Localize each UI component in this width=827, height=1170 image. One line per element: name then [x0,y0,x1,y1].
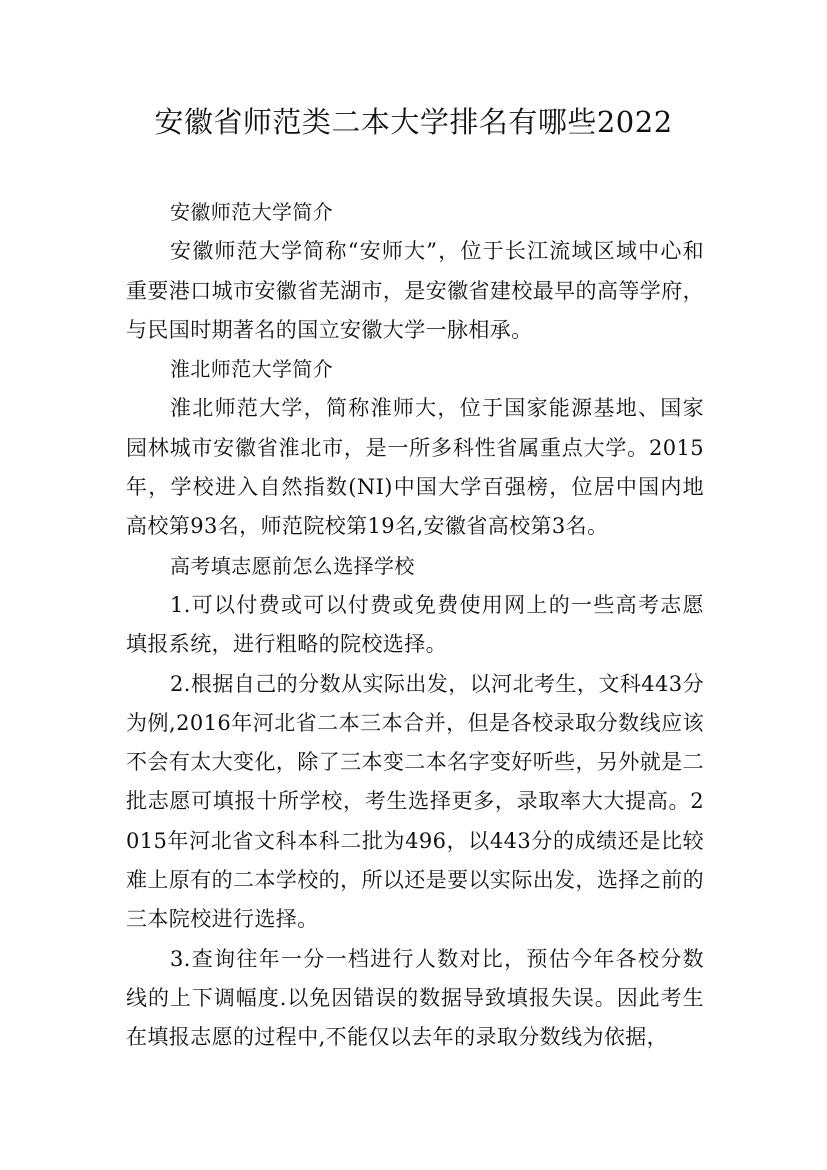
section-heading-anhui-normal: 安徽师范大学简介 [170,200,334,224]
document-body [126,193,704,1058]
paragraph-anhui-normal-intro: 安徽师范大学简称“安师大”，位于长江流域区域中心和重要港口城市安徽省芜湖市，是安徽省建校最早的高等学府，与民国时期著名的国立安徽大学一脉相承。 [126,239,704,342]
paragraph-step-1: 1.可以付费或可以付费或免费使用网上的一些高考志愿填报系统，进行粗略的院校选择。 [126,592,704,657]
paragraph-step-2: 2.根据自己的分数从实际出发，以河北考生，文科443分为例,2016年河北省二本三本合并，但是各校录取分数线应该不会有太大变化，除了三本变二本名字变好听些，另外就是二批志愿可填报十所学校，考生选择更多，录取率大大提高。2015年河北省文科本科二批为496，以443分的成绩还是比较难上原有的二本学校的，所以还是要以实际出发，选择之前的三本院校进行选择。 [126,671,704,932]
document-title: 安徽省师范类二本大学排名有哪些2022 [154,105,673,139]
paragraph-step-3: 3.查询往年一分一档进行人数对比，预估今年各校分数线的上下调幅度.以免因错误的数据导致填报失误。因此考生在填报志愿的过程中,不能仅以去年的录取分数线为依据， [126,946,704,1050]
section-heading-choosing-schools: 高考填志愿前怎么选择学校 [170,553,415,578]
paragraph-huaibei-normal-intro: 淮北师范大学，简称淮师大，位于国家能源基地、国家园林城市安徽省淮北市，是一所多科性省属重点大学。2015年，学校进入自然指数(NI)中国大学百强榜，位居中国内地高校第93名，师范院校第19名,安徽省高校第3名。 [126,396,704,539]
section-heading-huaibei-normal: 淮北师范大学简介 [170,357,334,382]
